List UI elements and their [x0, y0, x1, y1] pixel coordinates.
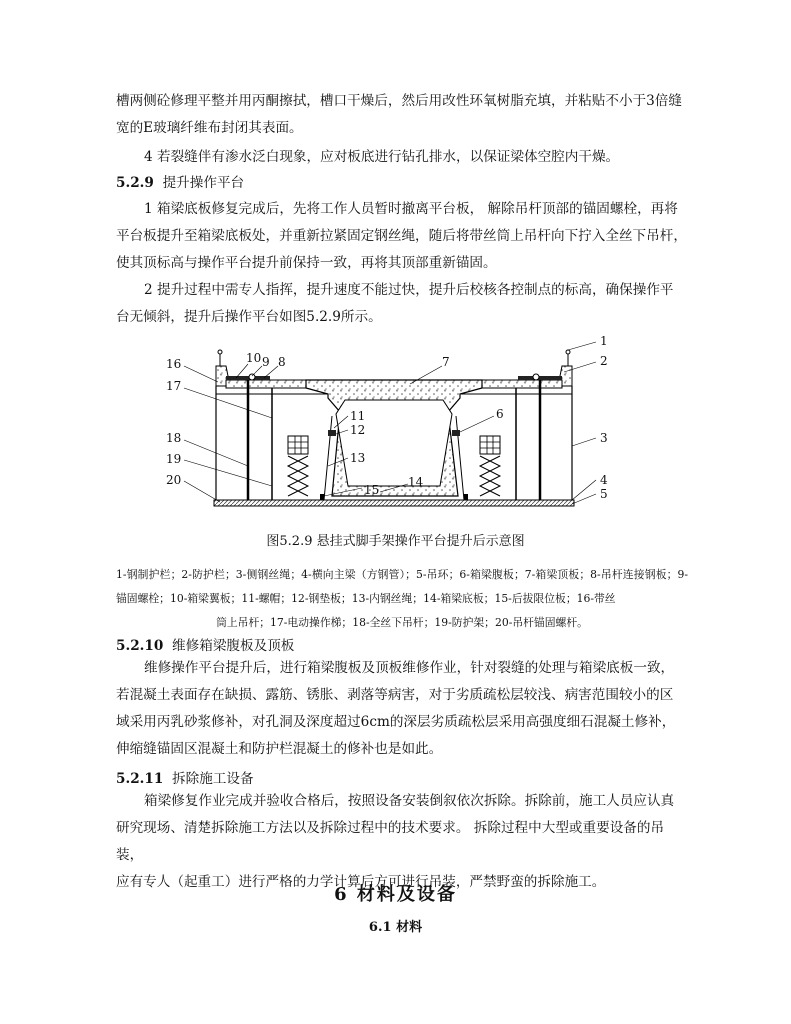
chapter-title: 6 材料及设备	[334, 884, 457, 905]
label-17: 17	[166, 379, 182, 393]
figure-caption: 图5.2.9 悬挂式脚手架操作平台提升后示意图	[266, 534, 525, 549]
left-flange-slab	[226, 380, 306, 388]
label-14: 14	[408, 475, 424, 489]
label-16: 16	[166, 357, 182, 371]
text-line: 使其顶标高与操作平台提升前保持一致，再将其顶部重新锚固。	[116, 255, 497, 271]
label-10: 10	[246, 351, 262, 365]
section-number: 5.2.10	[116, 638, 164, 654]
section-number: 5.2.11	[116, 771, 164, 787]
text-line: 1 箱梁底板修复完成后，先将工作人员暂时撤离平台板， 解除吊杆顶部的锚固螺栓，再将	[144, 201, 678, 217]
paragraph-5-2-9-item-1	[116, 196, 688, 277]
label-15: 15	[364, 483, 380, 497]
anchor-bolt-right	[533, 374, 539, 380]
label-11: 11	[350, 409, 366, 423]
legend-text-last: 筒上吊杆；17-电动操作梯；18-全丝下吊杆；19-防护架；20-吊杆锚固螺杆。	[216, 616, 588, 629]
label-13: 13	[350, 451, 366, 465]
platform-diagram	[160, 336, 630, 526]
label-4: 4	[600, 473, 608, 487]
label-3: 3	[600, 431, 608, 445]
section-title: 维修箱梁腹板及顶板	[172, 638, 295, 654]
right-electric-ladder	[480, 436, 500, 496]
section-heading-5-2-11	[116, 767, 254, 787]
connection-plate-right	[518, 376, 562, 380]
label-5: 5	[600, 487, 608, 501]
label-18: 18	[166, 431, 182, 445]
right-rail-top	[566, 350, 570, 354]
label-8: 8	[278, 355, 286, 369]
section-title: 拆除施工设备	[172, 771, 254, 787]
text-line: 应有专人（起重工）进行严格的力学计算后方可进行吊装，严禁野蛮的拆除施工。	[116, 874, 606, 890]
left-limit-plate	[320, 494, 324, 500]
label-2: 2	[600, 354, 608, 368]
section-heading-5-2-9	[116, 171, 244, 191]
left-inner-wire	[324, 416, 332, 500]
text-line: 若混凝土表面存在缺损、露筋、锈胀、剥落等病害，对于劣质疏松层较浅、病害范围较小的区	[116, 687, 674, 703]
right-flange-slab	[482, 380, 562, 388]
paragraph-continuation	[116, 88, 688, 142]
left-rail-top	[218, 350, 222, 354]
text-line: 平台板提升至箱梁底板处，并重新拉紧固定钢丝绳，随后将带丝筒上吊杆向下拧入全丝下吊杆，	[116, 228, 687, 244]
label-19: 19	[166, 452, 182, 466]
section-title: 提升操作平台	[162, 175, 245, 191]
right-limit-plate	[464, 494, 468, 500]
legend-text: 1-钢制护栏；2-防护栏；3-侧钢丝绳；4-横向主梁（方钢管）；5-吊环；6-箱梁腹板；7-箱梁顶板；8-吊杆连接钢板；9-锚固螺栓；10-箱梁翼板；11-螺帽；12-钢垫板；13-内钢丝绳；14-箱梁底板；15-后拔限位板；16-带丝	[116, 568, 688, 605]
transverse-main-beam	[214, 500, 574, 506]
text-line: 2 提升过程中需专人指挥，提升速度不能过快，提升后校核各控制点的标高，确保操作平	[144, 282, 674, 298]
label-1: 1	[600, 336, 608, 348]
text-line: 伸缩缝锚固区混凝土和防护栏混凝土的修补也是如此。	[116, 741, 443, 757]
paragraph-5-2-10	[116, 655, 688, 763]
figure-legend	[116, 563, 688, 635]
text-line: 域采用丙乳砂浆修补，对孔洞及深度超过6cm的深层劣质疏松层采用高强度细石混凝土修补，	[116, 714, 676, 730]
anchor-bolt-left	[249, 374, 255, 380]
text-line: 宽的E玻璃纤维布封闭其表面。	[116, 120, 303, 136]
label-9: 9	[262, 355, 270, 369]
text-line: 台无倾斜，提升后操作平台如图5.2.9所示。	[116, 309, 382, 325]
label-7: 7	[442, 355, 450, 369]
label-20: 20	[166, 473, 182, 487]
label-6: 6	[496, 407, 504, 421]
section-title-6-1: 6.1 材料	[368, 920, 423, 935]
left-electric-ladder	[288, 436, 308, 496]
text-line: 维修操作平台提升后，进行箱梁腹板及顶板维修作业，针对裂缝的处理与箱梁底板一致，	[144, 660, 675, 676]
right-steel-pad	[452, 430, 460, 436]
connection-plate-left	[226, 376, 270, 380]
text-line: 槽两侧砼修理平整并用丙酮擦拭，槽口干燥后，然后用改性环氧树脂充填，并粘贴不小于3倍缝	[116, 93, 682, 109]
text-line: 研究现场、清楚拆除施工方法以及拆除过程中的技术要求。 拆除过程中大型或重要设备的吊装，	[116, 820, 665, 863]
section-number: 5.2.9	[116, 175, 154, 191]
section-heading-5-2-10	[116, 634, 294, 654]
paragraph-item-4: 4 若裂缝伴有渗水泛白现象，应对板底进行钻孔排水，以保证梁体空腔内干燥。	[144, 149, 620, 165]
label-12: 12	[350, 423, 366, 437]
left-steel-pad	[328, 430, 336, 436]
text-line: 箱梁修复作业完成并验收合格后，按照设备安装倒叙依次拆除。拆除前，施工人员应认真	[144, 793, 675, 809]
paragraph-5-2-9-item-2	[116, 277, 688, 331]
